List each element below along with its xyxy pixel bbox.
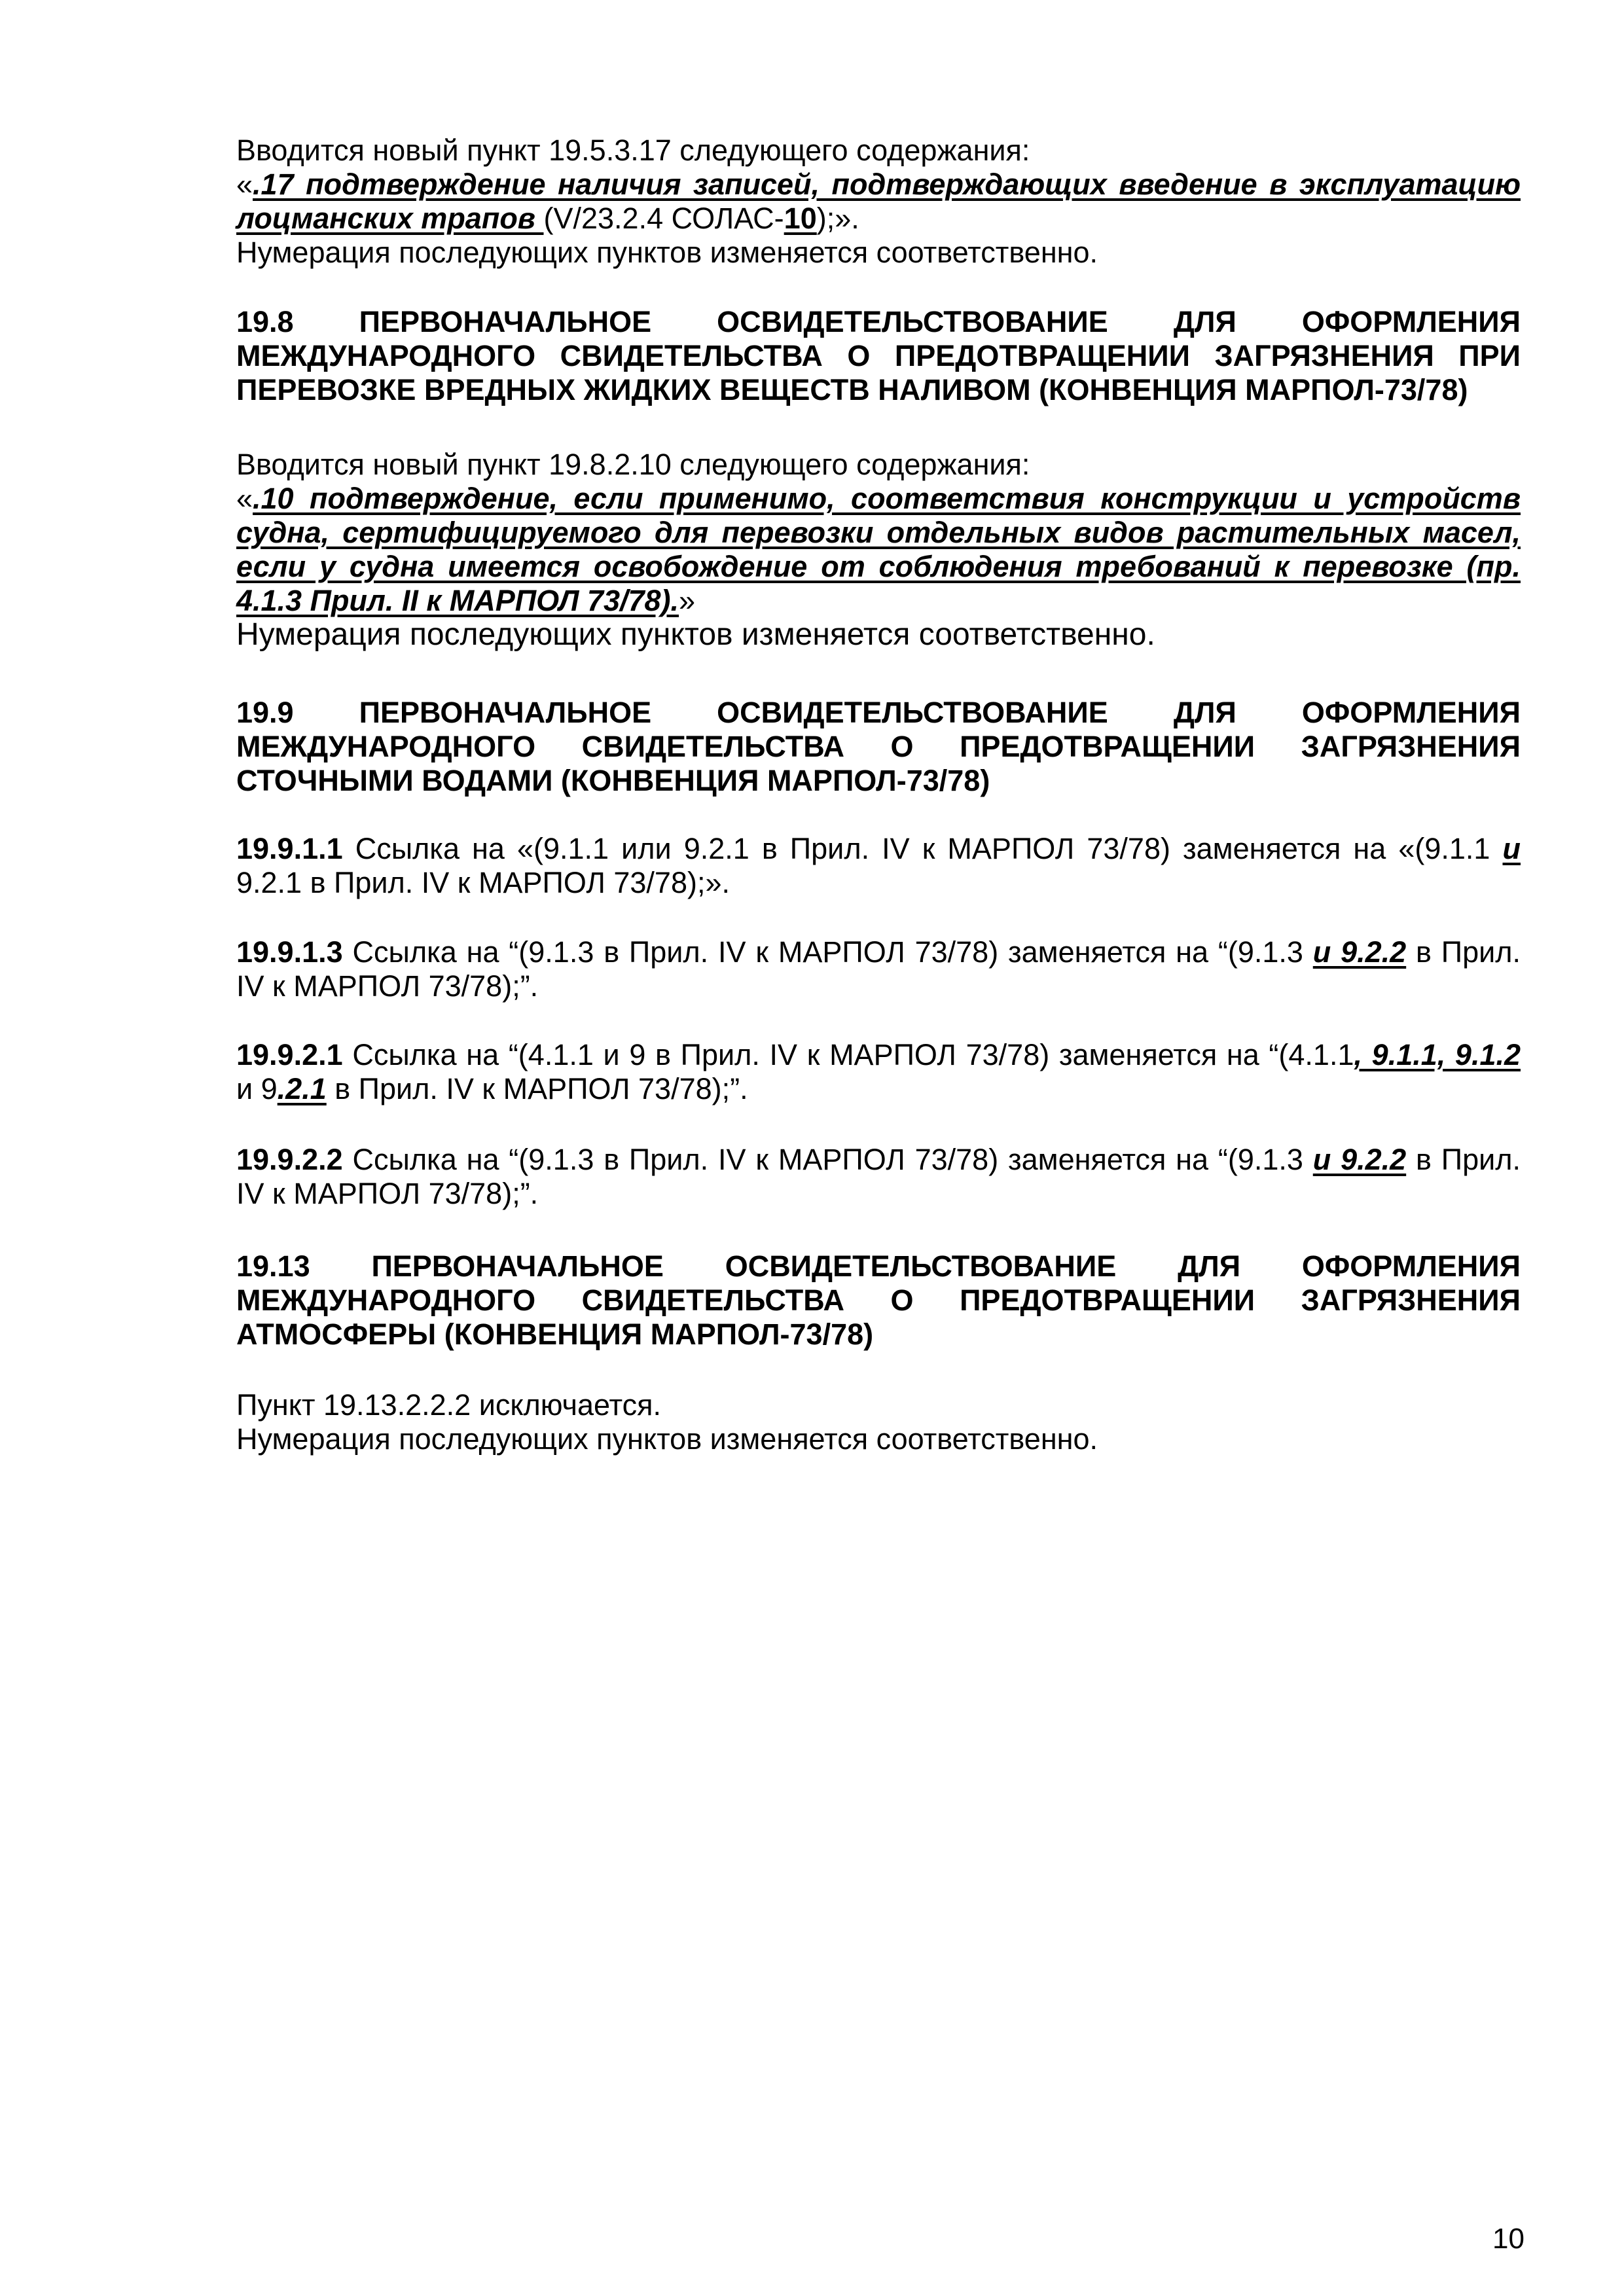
clause-text: и 9 xyxy=(236,1072,278,1105)
quote: » xyxy=(679,584,696,617)
clause-19-9-2-2 xyxy=(236,1143,1521,1211)
inserted-text: и 9.2.2 xyxy=(1312,935,1407,969)
inserted-clause xyxy=(236,168,1521,236)
renumbering-note: Нумерация последующих пунктов изменяется соответственно. xyxy=(236,617,1155,652)
inserted-text: , 9.1.1, 9.1.2 xyxy=(1354,1038,1521,1071)
amendment-19-13 xyxy=(236,1388,1521,1456)
section-heading-19-9: 19.9 ПЕРВОНАЧАЛЬНОЕ ОСВИДЕТЕЛЬСТВОВАНИЕ ДЛЯ ОФОРМЛЕНИЯ МЕЖДУНАРОДНОГО СВИДЕТЕЛЬСТВА О ПРЕДОТВРАЩЕНИИ ЗАГРЯЗНЕНИЯ СТОЧНЫМИ ВОДАМИ (КОНВЕНЦИЯ МАРПОЛ-73/78) xyxy=(236,696,1521,797)
clause-number: 19.9.1.1 xyxy=(236,832,343,865)
clause-text: в Прил. IV к МАРПОЛ 73/78);”. xyxy=(236,935,1521,1003)
clause-text: Ссылка на “(9.1.3 в Прил. IV к МАРПОЛ 73/78) заменяется на “(9.1.3 xyxy=(342,1143,1313,1176)
inserted-clause xyxy=(236,482,1521,618)
amendment-19-5-3-17 xyxy=(236,134,1521,270)
clause-text: 9.2.1 в Прил. IV к МАРПОЛ 73/78);». xyxy=(236,866,730,899)
clause-19-9-1-1 xyxy=(236,832,1521,900)
clause-text: Ссылка на “(4.1.1 и 9 в Прил. IV к МАРПОЛ 73/78) заменяется на “(4.1.1 xyxy=(342,1038,1354,1071)
clause-19-9-2-1 xyxy=(236,1038,1521,1106)
inserted-text: и xyxy=(1502,832,1521,865)
renumbering-note: Нумерация последующих пунктов изменяется соответственно. xyxy=(236,236,1098,269)
clause-text: Ссылка на “(9.1.3 в Прил. IV к МАРПОЛ 73/78) заменяется на “(9.1.3 xyxy=(342,935,1313,969)
reference-number: 10 xyxy=(784,202,817,235)
clause-text: в Прил. IV к МАРПОЛ 73/78);”. xyxy=(236,1143,1521,1210)
renumbering-note: Нумерация последующих пунктов изменяется соответственно. xyxy=(236,1422,1098,1456)
page-number: 10 xyxy=(1492,2223,1525,2255)
intro-text: Вводится новый пункт 19.8.2.10 следующего содержания: xyxy=(236,448,1030,481)
amendment-19-8-2-10 xyxy=(236,448,1521,652)
intro-text: Вводится новый пункт 19.5.3.17 следующего содержания: xyxy=(236,134,1030,167)
quote: « xyxy=(236,482,253,515)
clause-text: Ссылка на «(9.1.1 или 9.2.1 в Прил. IV к МАРПОЛ 73/78) заменяется на «(9.1.1 xyxy=(342,832,1503,865)
clause-number: 19.9.2.1 xyxy=(236,1038,343,1071)
clause-number: 19.9.2.2 xyxy=(236,1143,343,1176)
reference: (V/23.2.4 СОЛАС- xyxy=(543,202,784,235)
clause-19-9-1-3 xyxy=(236,935,1521,1003)
clause-text: в Прил. IV к МАРПОЛ 73/78);”. xyxy=(326,1072,748,1105)
clause-number: 19.9.1.3 xyxy=(236,935,343,969)
reference-end: );». xyxy=(816,202,859,235)
section-heading-19-13: 19.13 ПЕРВОНАЧАЛЬНОЕ ОСВИДЕТЕЛЬСТВОВАНИЕ ДЛЯ ОФОРМЛЕНИЯ МЕЖДУНАРОДНОГО СВИДЕТЕЛЬСТВА О ПРЕДОТВРАЩЕНИИ ЗАГРЯЗНЕНИЯ АТМОСФЕРЫ (КОНВЕНЦИЯ МАРПОЛ-73/78) xyxy=(236,1249,1521,1351)
section-heading-19-8: 19.8 ПЕРВОНАЧАЛЬНОЕ ОСВИДЕТЕЛЬСТВОВАНИЕ ДЛЯ ОФОРМЛЕНИЯ МЕЖДУНАРОДНОГО СВИДЕТЕЛЬСТВА О ПРЕДОТВРАЩЕНИИ ЗАГРЯЗНЕНИЯ ПРИ ПЕРЕВОЗКЕ ВРЕДНЫХ ЖИДКИХ ВЕЩЕСТВ НАЛИВОМ (КОНВЕНЦИЯ МАРПОЛ-73/78) xyxy=(236,305,1521,406)
inserted-text: .2.1 xyxy=(277,1072,327,1105)
inserted-text: .10 подтверждение, если применимо, соответствия конструкции и устройств судна, сертифицируемого для перевозки отдельных видов растительных масел, если у судна имеется освобождение от соблюдения требований к перевозке (пр. 4.1.3 Прил. II к МАРПОЛ 73/78). xyxy=(236,482,1521,617)
inserted-text: и 9.2.2 xyxy=(1312,1143,1407,1176)
deletion-note: Пункт 19.13.2.2.2 исключается. xyxy=(236,1388,662,1422)
inserted-text: .17 подтверждение наличия записей, подтверждающих введение в эксплуатацию лоцманских трапов xyxy=(236,168,1521,235)
quote: « xyxy=(236,168,253,201)
